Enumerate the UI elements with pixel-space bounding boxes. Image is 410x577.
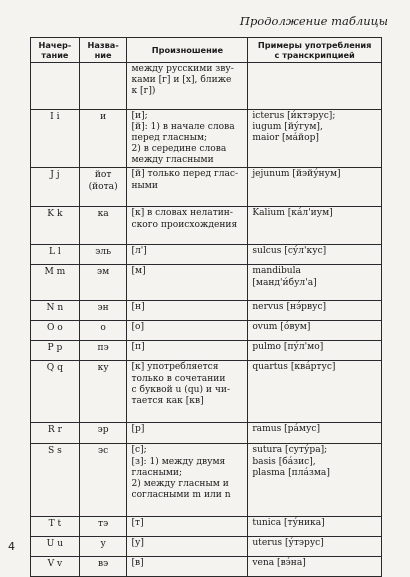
cell-line: [п] [131,342,145,353]
cell-line: quartus [ква́ртус] [252,362,336,373]
table-row [31,207,382,245]
cell-line: [к] употребляется [131,362,219,373]
letter-cell [31,63,80,110]
cell-line: pulmo [пу́л'мо] [252,342,324,353]
cell-line: Назва- [87,40,119,50]
header-name [79,38,127,63]
letter-cell: V v [31,557,80,577]
table-row [31,301,382,321]
cell-line: [к] в словах нелатин- [131,208,233,219]
pronunciation-cell [127,537,248,557]
letter-cell: P p [31,341,80,361]
name-cell [79,517,127,537]
cell-line: basis [ба́зис], [252,456,316,467]
example-cell [248,63,382,110]
example-cell [248,265,382,301]
example-cell [248,321,382,341]
cell-line: эс [98,446,109,457]
name-cell [79,557,127,577]
pronunciation-cell [127,245,248,265]
table-row [31,537,382,557]
cell-line: [р] [131,424,145,435]
cell-line: tunica [ту́ника] [252,518,325,529]
letter-cell: L l [31,245,80,265]
name-cell [79,423,127,444]
letter-cell: I i [31,110,80,168]
letter-cell: O o [31,321,80,341]
letter-cell: N n [31,301,80,321]
pronunciation-cell [127,265,248,301]
page-number: 4 [8,540,15,553]
cell-line: тание [41,50,69,60]
pronunciation-cell [127,63,248,110]
cell-line: Начер- [38,40,72,50]
table-row [31,361,382,423]
example-cell [248,207,382,245]
table-row [31,110,382,168]
cell-line: mandibula [252,266,301,277]
letter-cell: Q q [31,361,80,423]
cell-line: [о] [131,322,145,333]
header-writing [31,38,80,63]
letter-cell: S s [31,444,80,517]
cell-line: nervus [нэ́рвус] [252,302,327,313]
cell-line: ка [97,209,109,220]
header-row [31,38,382,63]
cell-line: vena [вэ́на] [252,558,306,569]
cell-line: sulcus [су́л'кус] [252,246,327,257]
table-row [31,423,382,444]
table-row [31,517,382,537]
example-cell [248,301,382,321]
cell-line: у [100,539,106,550]
cell-line: между русскими зву- [131,64,234,74]
name-cell [79,341,127,361]
cell-line: [н] [131,302,145,313]
cell-line: [с]; [131,445,147,456]
cell-line: тэ [98,519,109,530]
pronunciation-cell [127,423,248,444]
cell-line: ского происхождения [131,219,238,230]
cell-line: и [100,112,107,122]
pronunciation-cell [127,321,248,341]
name-cell [79,245,127,265]
cell-line: эль [95,247,112,258]
cell-line: к [г]) [131,86,156,97]
pronunciation-cell [127,444,248,517]
example-cell [248,444,382,517]
example-cell [248,517,382,537]
cell-line: эр [97,425,109,436]
example-cell [248,557,382,577]
cell-line: [м] [131,266,146,277]
letter-cell: K k [31,207,80,245]
cell-line: Произношение [151,45,224,55]
pronunciation-cell [127,301,248,321]
header-pronunciation [127,38,248,63]
cell-line: гласными; [131,467,183,478]
example-cell [248,245,382,265]
table-row [31,245,382,265]
example-cell [248,361,382,423]
cell-line: вэ [98,559,109,570]
pronunciation-cell [127,341,248,361]
cell-line: jejunum [йэйу́нум] [252,169,341,180]
name-cell [79,168,127,207]
table-row [31,341,382,361]
cell-line: 2) в середине слова [131,144,227,155]
name-cell [79,110,127,168]
letter-cell: R r [31,423,80,444]
example-cell [248,168,382,207]
cell-line: Примеры употребления [257,40,372,50]
cell-line: icterus [и́ктэрус]; [252,111,336,121]
cell-line: maior [ма́йор] [252,133,319,144]
table-row [31,444,382,517]
latin-alphabet-table [30,37,382,577]
name-cell [79,537,127,557]
cell-line: эн [97,303,109,314]
example-cell [248,110,382,168]
cell-line: только в сочетании [131,373,226,384]
cell-line: (йота) [88,181,118,192]
name-cell [79,265,127,301]
cell-line: ками [г] и [х], ближе [131,75,232,86]
cell-line: [манд'и́бул'а] [252,277,317,288]
name-cell [79,207,127,245]
pronunciation-cell [127,110,248,168]
pronunciation-cell [127,361,248,423]
cell-line: ramus [ра́мус] [252,424,320,435]
cell-line: [з]: 1) между двумя [131,456,226,467]
name-cell [79,444,127,517]
table-row [31,265,382,301]
letter-cell: U u [31,537,80,557]
cell-line: тается как [кв] [131,395,204,406]
cell-line: о [100,323,106,334]
cell-line: 2) между гласным и [131,478,229,489]
name-cell [79,321,127,341]
cell-line: sutura [суту́ра]; [252,445,328,456]
cell-line: uterus [у́тэрус] [252,538,324,549]
cell-line: ние [94,50,112,60]
table-row [31,321,382,341]
cell-line: между гласными [131,155,214,166]
cell-line: [й] только перед глас- [131,169,239,180]
header-examples [248,38,382,63]
cell-line: ными [131,180,158,191]
cell-line: iugum [йу́гум], [252,122,323,133]
cell-line: [й]: 1) в начале слова [131,122,235,133]
name-cell [79,63,127,110]
letter-cell: M m [31,265,80,301]
pronunciation-cell [127,207,248,245]
example-cell [248,423,382,444]
cell-line: Kalium [ка́л'иум] [252,208,333,219]
cell-line: согласными m или n [131,489,231,500]
letter-cell: J j [31,168,80,207]
table-row [31,63,382,110]
cell-line: [и]; [131,111,148,121]
pronunciation-cell [127,517,248,537]
cell-line: [в] [131,558,144,569]
cell-line: пэ [97,343,109,354]
cell-line: перед гласным; [131,133,208,144]
table-row [31,557,382,577]
cell-line: йот [94,170,112,181]
cell-line: plasma [пла́зма] [252,467,330,478]
cell-line: с транскрипцией [274,50,355,60]
example-cell [248,537,382,557]
letter-cell: T t [31,517,80,537]
table-header [31,38,382,63]
pronunciation-cell [127,168,248,207]
cell-line: с буквой u (qu) и чи- [131,384,231,395]
example-cell [248,341,382,361]
table-row [31,168,382,207]
cell-line: ovum [о́вум] [252,322,311,333]
cell-line: эм [97,267,110,278]
cell-line: [л'] [131,246,147,257]
cell-line: [у] [131,538,144,549]
cell-line: ку [97,363,109,374]
table-body [31,63,382,577]
pronunciation-cell [127,557,248,577]
cell-line: [т] [131,518,144,529]
table-caption: Продолжение таблицы [239,14,388,28]
name-cell [79,301,127,321]
name-cell [79,361,127,423]
